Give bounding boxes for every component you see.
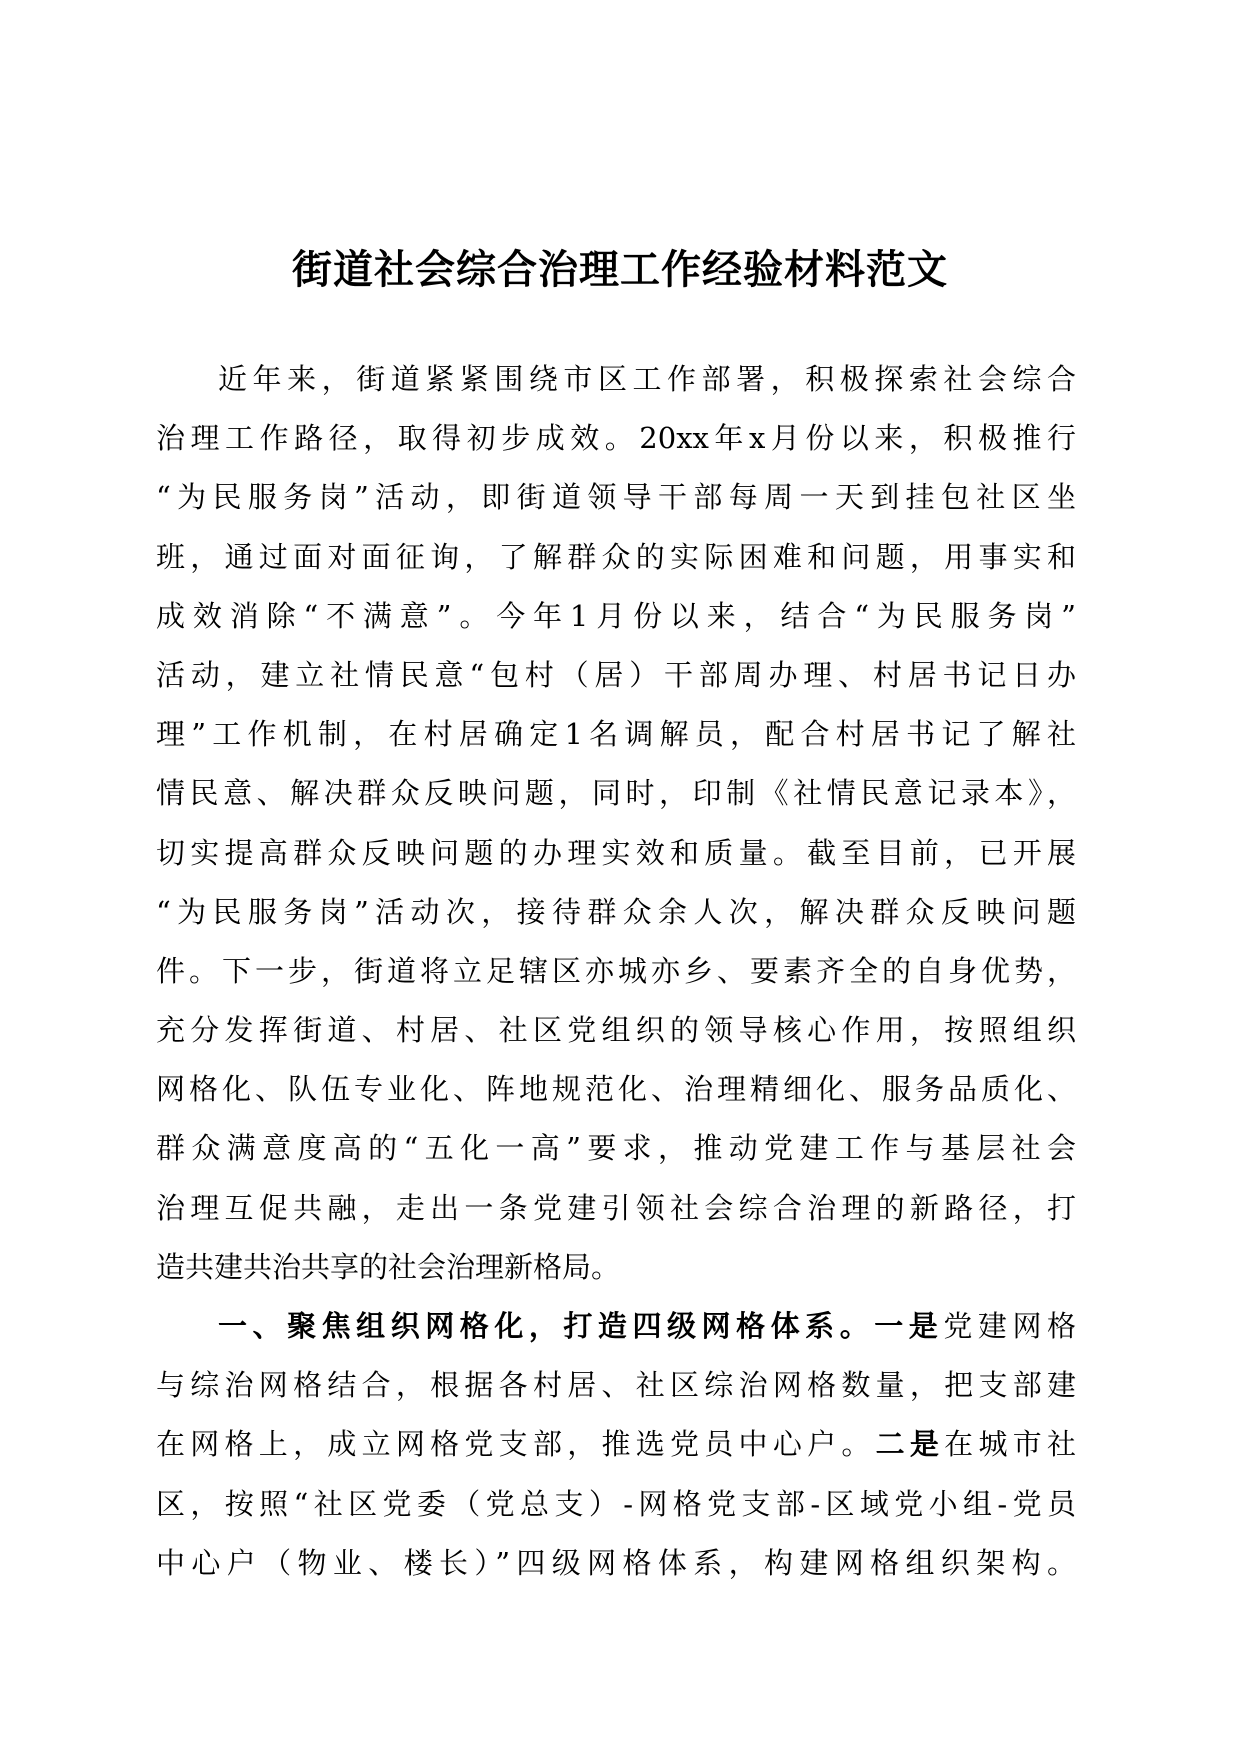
paragraph-line: 网格化、队伍专业化、阵地规范化、治理精细化、服务品质化、	[156, 1072, 1076, 1107]
paragraph-line: 群众满意度高的“五化一高”要求，推动党建工作与基层社会	[156, 1131, 1076, 1166]
paragraph-line: 活动，建立社情民意“包村（居）干部周办理、村居书记日办	[156, 657, 1076, 692]
paragraph-line: 治理工作路径，取得初步成效。20xx年x月份以来，积极推行	[156, 421, 1076, 456]
paragraph-line: 治理互促共融，走出一条党建引领社会综合治理的新路径，打	[156, 1190, 1076, 1225]
point-label: 一是	[874, 1309, 944, 1343]
paragraph-line: 近年来，街道紧紧围绕市区工作部署，积极探索社会综合	[218, 362, 1076, 396]
document-body	[156, 350, 1076, 1593]
paragraph-line	[156, 1415, 1076, 1474]
paragraph-line	[156, 1297, 1076, 1356]
page-title: 街道社会综合治理工作经验材料范文	[292, 247, 948, 293]
paragraph-section-one	[156, 1297, 1076, 1593]
paragraph-line: 中心户（物业、楼长）”四级网格体系，构建网格组织架构。	[156, 1545, 1076, 1580]
paragraph-line: 造共建共治共享的社会治理新格局。	[156, 1249, 621, 1284]
paragraph-line: “为民服务岗”活动，即街道领导干部每周一天到挂包社区坐	[156, 480, 1076, 515]
paragraph-line: 充分发挥街道、村居、社区党组织的领导核心作用，按照组织	[156, 1013, 1076, 1048]
paragraph-text: 党建网格	[943, 1309, 1076, 1343]
paragraph-line: 班，通过面对面征询，了解群众的实际困难和问题，用事实和	[156, 539, 1076, 574]
section-heading: 一、聚焦组织网格化，打造四级网格体系。	[218, 1309, 875, 1343]
paragraph-line: 与综治网格结合，根据各村居、社区综治网格数量，把支部建	[156, 1368, 1076, 1403]
paragraph-text: 在城市社	[944, 1427, 1076, 1462]
paragraph-line: “为民服务岗”活动次，接待群众余人次，解决群众反映问题	[156, 894, 1076, 929]
paragraph-line: 区，按照“社区党委（党总支）-网格党支部-区域党小组-党员	[156, 1486, 1076, 1521]
paragraph-line: 理”工作机制，在村居确定1名调解员，配合村居书记了解社	[156, 717, 1076, 752]
paragraph-line: 成效消除“不满意”。今年1月份以来，结合“为民服务岗”	[156, 598, 1076, 633]
point-label: 二是	[875, 1427, 945, 1462]
paragraph-line: 件。下一步，街道将立足辖区亦城亦乡、要素齐全的自身优势，	[156, 953, 1076, 988]
paragraph-text: 在网格上，成立网格党支部，推选党员中心户。	[156, 1427, 876, 1462]
paragraph-line: 情民意、解决群众反映问题，同时，印制《社情民意记录本》，	[156, 776, 1076, 811]
paragraph-intro	[156, 350, 1076, 1297]
paragraph-line: 切实提高群众反映问题的办理实效和质量。截至目前，已开展	[156, 835, 1076, 870]
